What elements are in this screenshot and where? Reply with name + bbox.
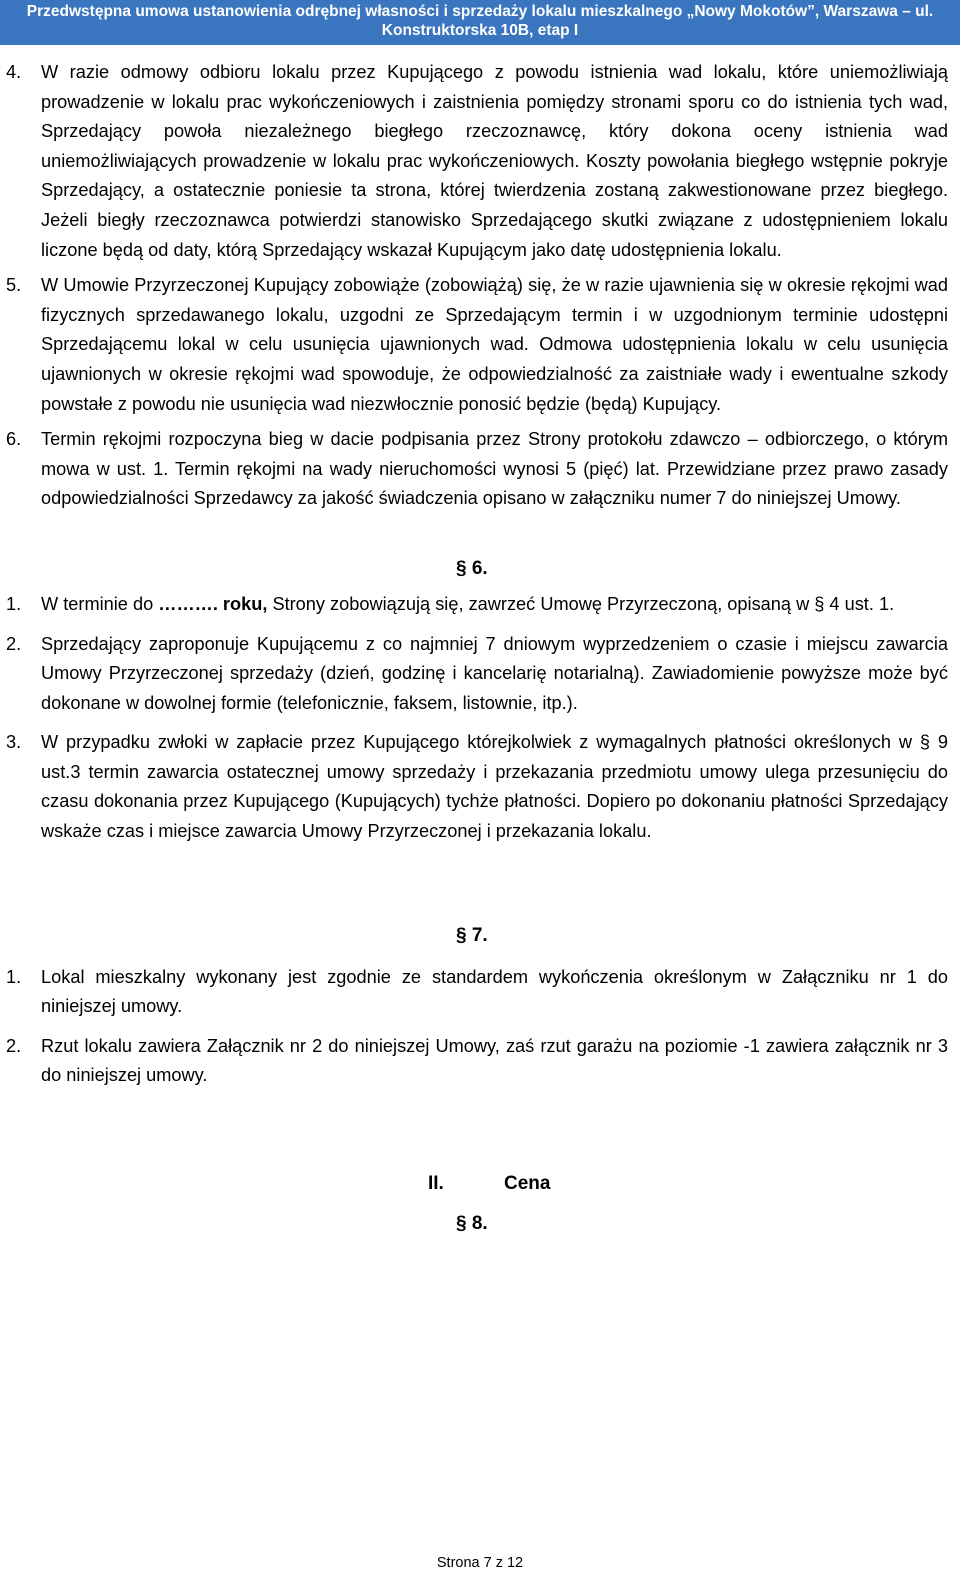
item-text: W przypadku zwłoki w zapłacie przez Kupującego którejkolwiek z wymagalnych płatności określonych w § 9 ust.3 termin zawarcia ostatecznej umowy sprzedaży i przekazania przedmiotu umowy ulega przesunięciu do czasu dokonania przez Kupującego (Kupujących) tychże płatności. Dopiero po dokonaniu płatności Sprzedający wskaże czas i miejsce zawarcia Umowy Przyrzeczonej i przekazania lokalu. (41, 732, 948, 842)
item-text: W Umowie Przyrzeczonej Kupujący zobowiąże (zobowiążą) się, że w razie ujawnienia się w okresie rękojmi wad fizycznych sprzedawanego lokalu, uzgodni ze Sprzedającym termin i w uzgodnionym terminie udostępni Sprzedającemu lokal w celu usunięcia ujawnionych wad. Odmowa udostępnienia lokalu w celu usunięcia ujawnionych w okresie rękojmi wad spowoduje, że odpowiedzialność za zaistniałe wady i ewentualne szkody powstałe z powodu nie usunięcia wad niezwłocznie ponosić będzie (będą) Kupujący. (41, 275, 948, 414)
chapter-number: II. (428, 1173, 444, 1195)
list-item (0, 425, 960, 514)
document-header (0, 0, 960, 45)
item-text: Termin rękojmi rozpoczyna bieg w dacie podpisania przez Strony protokołu zdawczo – odbiorczego, o którym mowa w ust. 1. Termin rękojmi na wady nieruchomości wynosi 5 (pięć) lat. Przewidziane przez prawo zasady odpowiedzialności Sprzedawcy za jakość świadczenia opisano w załączniku numer 7 do niniejszej Umowy. (41, 429, 948, 509)
list-item (0, 728, 960, 846)
item-number: 1. (6, 966, 22, 987)
chapter-title: Cena (504, 1173, 551, 1195)
list-item (0, 58, 960, 265)
section-heading-6: § 6. (456, 557, 488, 579)
section-heading-7: § 7. (456, 924, 488, 946)
item-text-post: Strony zobowiązują się, zawrzeć Umowę Przyrzeczoną, opisaną w § 4 ust. 1. (267, 593, 895, 614)
list-item (0, 963, 960, 1022)
item-number: 1. (6, 593, 22, 614)
list-item (0, 1032, 960, 1091)
list-item (0, 630, 960, 719)
chapter-heading (0, 1173, 960, 1203)
document-body (0, 58, 960, 1243)
header-line-1: Przedwstępna umowa ustanowienia odrębnej własności i sprzedaży lokalu mieszkalnego „Nowy Mokotów”, Warszawa – ul. (26, 3, 934, 20)
item-number: 5. (6, 275, 22, 296)
item-text: W razie odmowy odbioru lokalu przez Kupującego z powodu istnienia wad lokalu, które uniemożliwiają prowadzenie w lokalu prac wykończeniowych i zaistnienia pomiędzy stronami sporu co do istnienia tych wad, Sprzedający powoła niezależnego biegłego rzeczoznawcę, który dokona oceny istnienia wad uniemożliwiających prowadzenie w lokalu prac wykończeniowych. Koszty powołania biegłego wstępnie pokryje Sprzedający, a ostatecznie poniesie ta strona, której twierdzenia zostaną zakwestionowane przez biegłego. Jeżeli biegły rzeczoznawca potwierdzi stanowisko Sprzedającego skutki związane z udostępnieniem lokalu liczone będą od daty, którą Sprzedający wskazał Kupującym jako datę udostępnienia lokalu. (41, 62, 948, 260)
item-text: Sprzedający zaproponuje Kupującemu z co najmniej 7 dniowym wyprzedzeniem o czasie i miejscu zawarcia Umowy Przyrzeczonej sprzedaży (dzień, godzinę i kancelarię notarialną). Zawiadomienie powyższe może być dokonane w dowolnej formie (telefonicznie, faksem, listownie, itp.). (41, 633, 948, 713)
item-number: 2. (6, 1035, 22, 1056)
item-number: 2. (6, 633, 22, 654)
item-number: 3. (6, 732, 22, 753)
page-number: Strona 7 z 12 (436, 1555, 524, 1571)
list-item (0, 271, 960, 419)
list-item (0, 590, 960, 620)
item-text-bold: ………. roku, (158, 593, 268, 614)
item-text: Rzut lokalu zawiera Załącznik nr 2 do niniejszej Umowy, zaś rzut garażu na poziomie -1 zawiera załącznik nr 3 do niniejszej umowy. (41, 1035, 948, 1086)
item-number: 4. (6, 62, 22, 82)
item-text: Lokal mieszkalny wykonany jest zgodnie ze standardem wykończenia określonym w Załączniku nr 1 do niniejszej umowy. (41, 966, 948, 1017)
section-heading-8: § 8. (456, 1213, 488, 1235)
item-number: 6. (6, 429, 22, 450)
item-text-pre: W terminie do (41, 593, 159, 614)
header-line-2: Konstruktorska 10B, etap I (381, 22, 579, 39)
